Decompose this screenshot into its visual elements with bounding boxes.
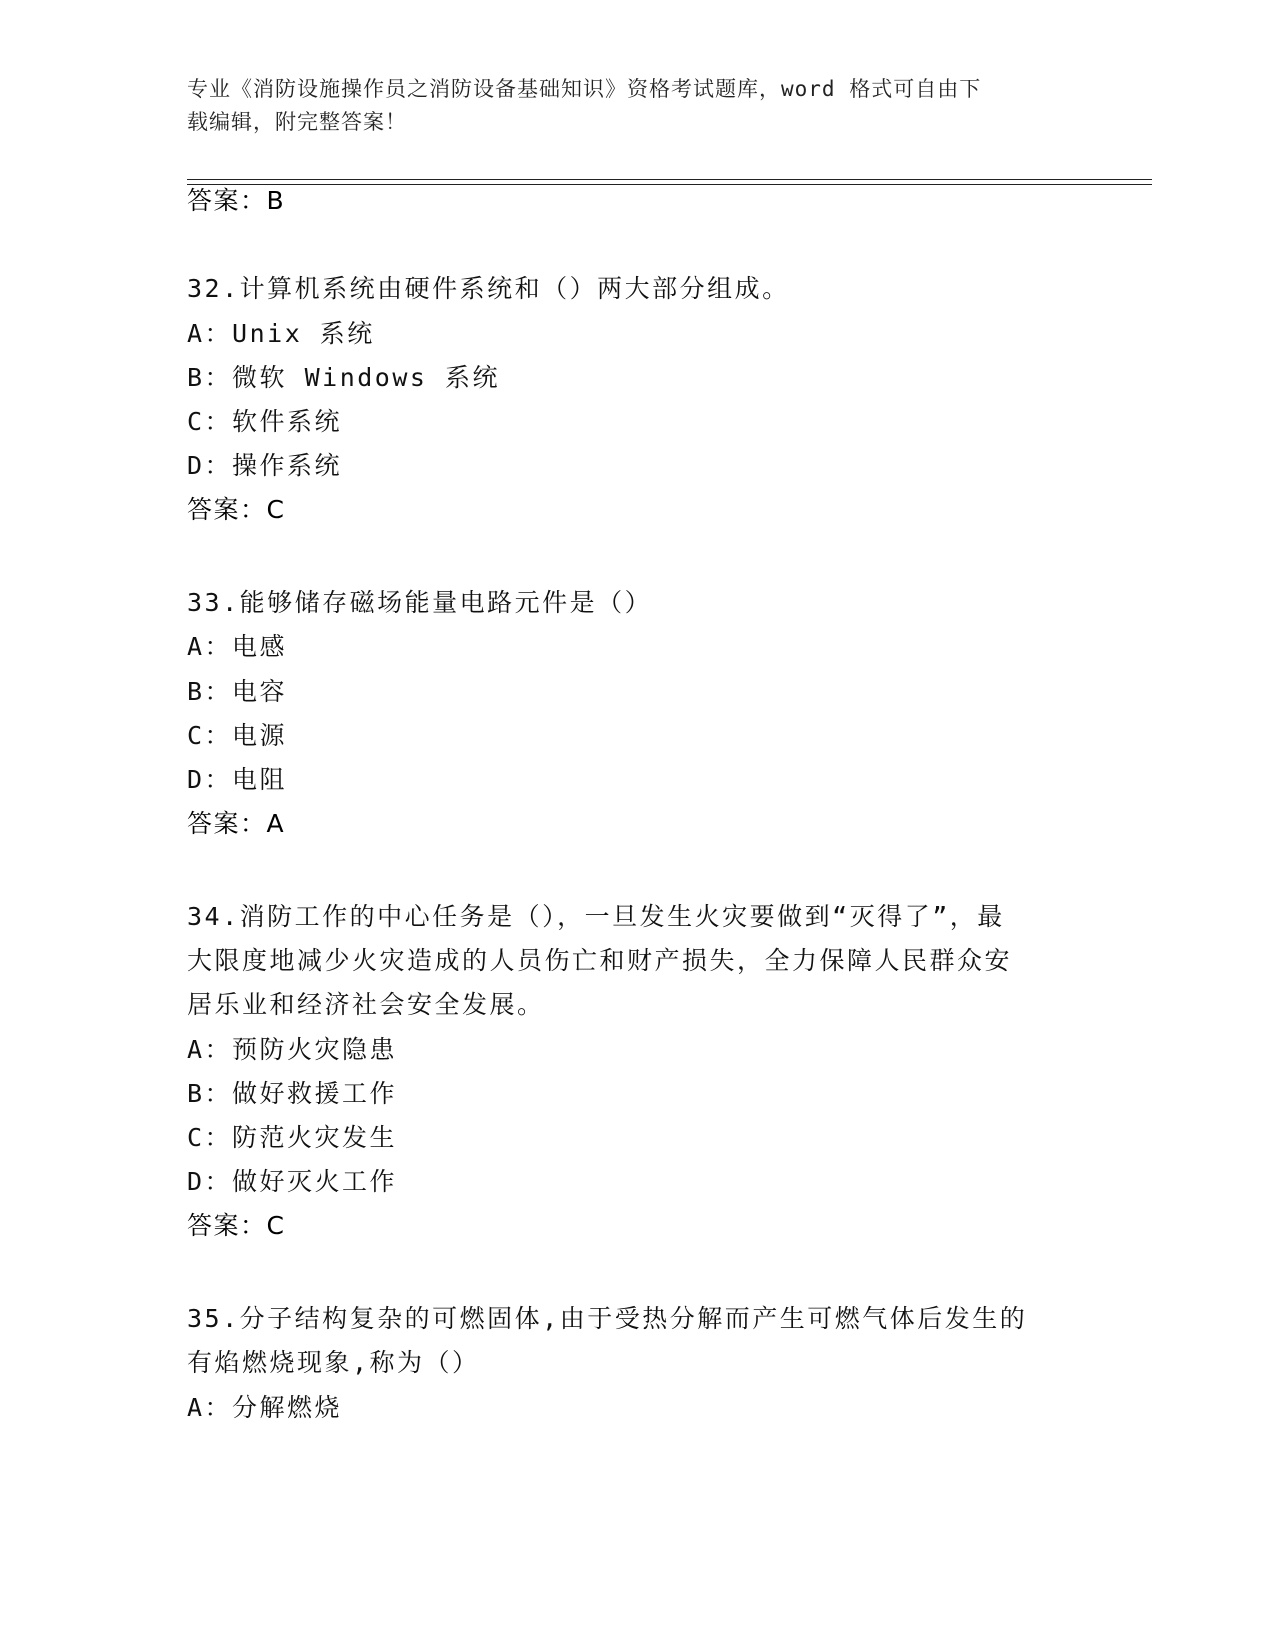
question-34-stem-line-1: 34.消防工作的中心任务是（），一旦发生火灾要做到“灭得了”，最 (187, 902, 1005, 931)
header-line-2: 载编辑，附完整答案！ (187, 110, 407, 134)
question-34-stem-line-3: 居乐业和经济社会安全发展。 (187, 990, 545, 1019)
header-line-1: 专业《消防设施操作员之消防设备基础知识》资格考试题库，word 格式可自由下 (187, 77, 982, 101)
question-33-stem: 33.能够储存磁场能量电路元件是（） (187, 588, 653, 617)
question-33-option-c: C：电源 (187, 721, 288, 750)
question-32-option-c: C：软件系统 (187, 407, 343, 436)
header-divider-top (187, 179, 1152, 180)
previous-answer: 答案：B (187, 186, 286, 215)
question-35-stem-line-2: 有焰燃烧现象,称为（） (187, 1348, 480, 1377)
question-35-stem-line-1: 35.分子结构复杂的可燃固体,由于受热分解而产生可燃气体后发生的 (187, 1304, 1028, 1333)
question-34-option-d: D：做好灭火工作 (187, 1167, 398, 1196)
question-34-option-b: B：做好救援工作 (187, 1079, 398, 1108)
question-32-option-b: B：微软 Windows 系统 (187, 363, 501, 392)
question-33-option-b: B：电容 (187, 677, 288, 706)
question-34-answer: 答案：C (187, 1211, 286, 1240)
question-33-option-a: A：电感 (187, 632, 288, 661)
question-34-option-c: C：防范火灾发生 (187, 1123, 398, 1152)
question-32-option-a: A：Unix 系统 (187, 319, 375, 348)
question-34-option-a: A：预防火灾隐患 (187, 1035, 398, 1064)
question-33-answer: 答案：A (187, 809, 286, 838)
document-header (187, 73, 1067, 139)
question-32-option-d: D：操作系统 (187, 451, 343, 480)
header-divider-bottom (187, 184, 1152, 185)
question-35-option-a: A：分解燃烧 (187, 1393, 343, 1422)
question-34-stem-line-2: 大限度地减少火灾造成的人员伤亡和财产损失，全力保障人民群众安 (187, 946, 1013, 975)
question-33-option-d: D：电阻 (187, 765, 288, 794)
question-32-answer: 答案：C (187, 495, 286, 524)
question-32-stem: 32.计算机系统由硬件系统和（）两大部分组成。 (187, 274, 790, 303)
